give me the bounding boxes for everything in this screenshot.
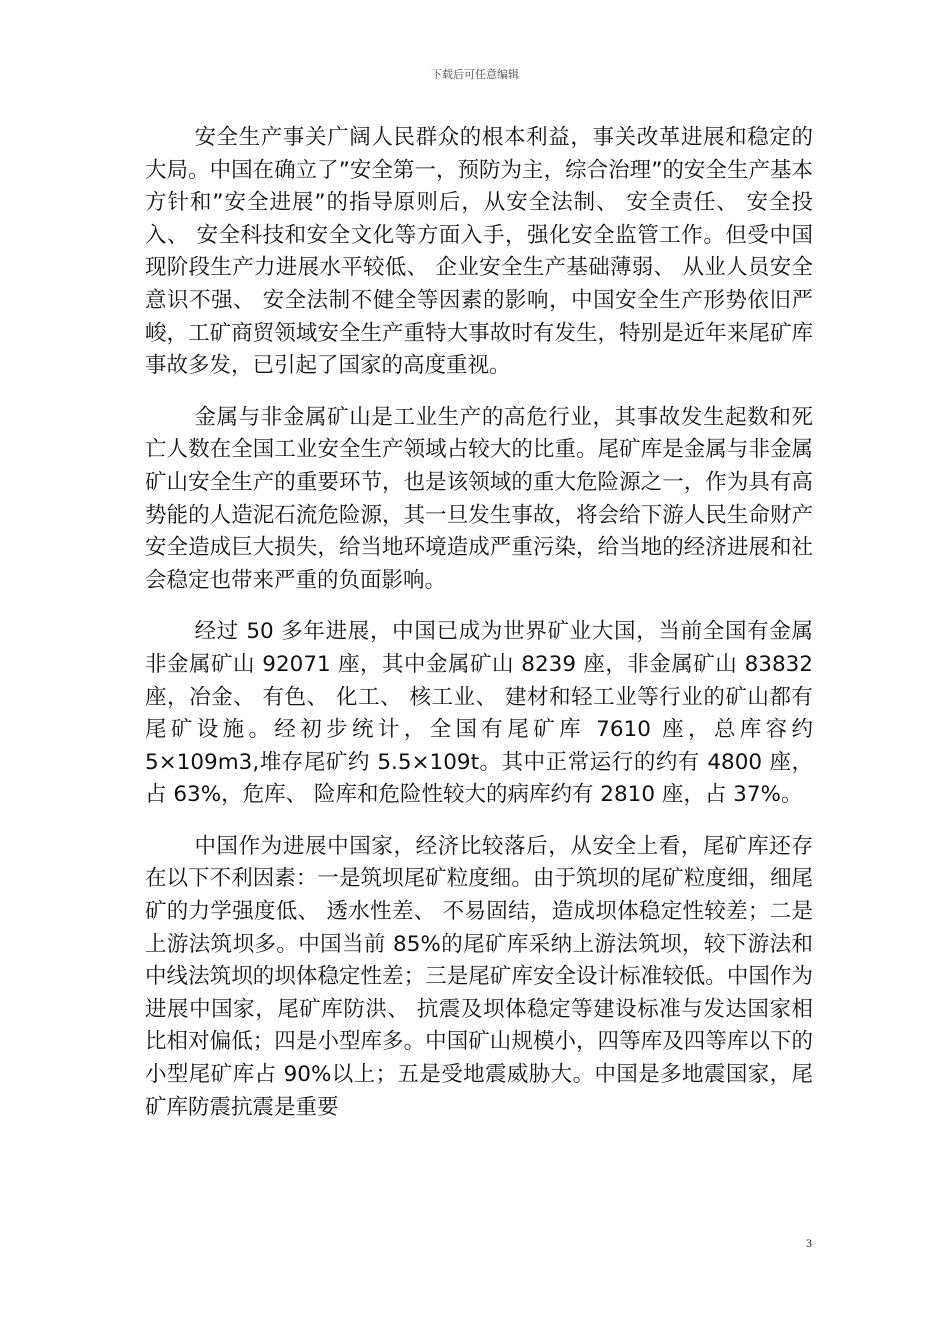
paragraph-3: 经过 50 多年进展，中国已成为世界矿业大国，当前全国有金属非金属矿山 92071 座，其中金属矿山 8239 座，非金属矿山 83832 座，冶金、 有色、 化工、 核工业、 建材和轻工业等行业的矿山都有尾矿设施。经初步统计，全国有尾矿库 7610 座，总库容约 5×109m3,堆存尾矿约 5.5×109t。其中正常运行的约有 4800 座，占 63%，危库、 险库和危险性较大的病库约有 2810 座，占 37%。 bbox=[145, 619, 813, 808]
page-number: 3 bbox=[806, 1236, 812, 1250]
paragraph-2: 金属与非金属矿山是工业生产的高危行业，其事故发生起数和死亡人数在全国工业安全生产领域占较大的比重。尾矿库是金属与非金属矿山安全生产的重要环节，也是该领域的重大危险源之一，作为具有高势能的人造泥石流危险源，其一旦发生事故，将会给下游人民生命财产安全造成巨大损失，给当地环境造成严重污染，给当地的经济进展和社会稳定也带来严重的负面影响。 bbox=[145, 404, 813, 593]
paragraph-4: 中国作为进展中国家，经济比较落后，从安全上看，尾矿库还存在以下不利因素：一是筑坝尾矿粒度细。由于筑坝的尾矿粒度细，细尾矿的力学强度低、 透水性差、 不易固结，造成坝体稳定性较差；二是上游法筑坝多。中国当前 85%的尾矿库采纳上游法筑坝，较下游法和中线法筑坝的坝体稳定性差；三是尾矿库安全设计标准较低。中国作为进展中国家，尾矿库防洪、 抗震及坝体稳定等建设标准与发达国家相比相对偏低；四是小型库多。中国矿山规模小，四等库及四等库以下的小型尾矿库占 90%以上；五是受地震威胁大。中国是多地震国家，尾矿库防震抗震是重要 bbox=[145, 833, 813, 1120]
body-text bbox=[145, 122, 813, 1124]
paragraph-1: 安全生产事关广阔人民群众的根本利益，事关改革进展和稳定的大局。中国在确立了”安全第一，预防为主，综合治理”的安全生产基本方针和”安全进展”的指导原则后，从安全法制、 安全责任、 安全投入、 安全科技和安全文化等方面入手，强化安全监管工作。但受中国现阶段生产力进展水平较低、 企业安全生产基础薄弱、 从业人员安全意识不强、 安全法制不健全等因素的影响，中国安全生产形势依旧严峻，工矿商贸领域安全生产重特大事故时有发生，特别是近年来尾矿库事故多发，已引起了国家的高度重视。 bbox=[145, 125, 813, 379]
page-header: 下载后可任意编辑 bbox=[431, 68, 519, 81]
